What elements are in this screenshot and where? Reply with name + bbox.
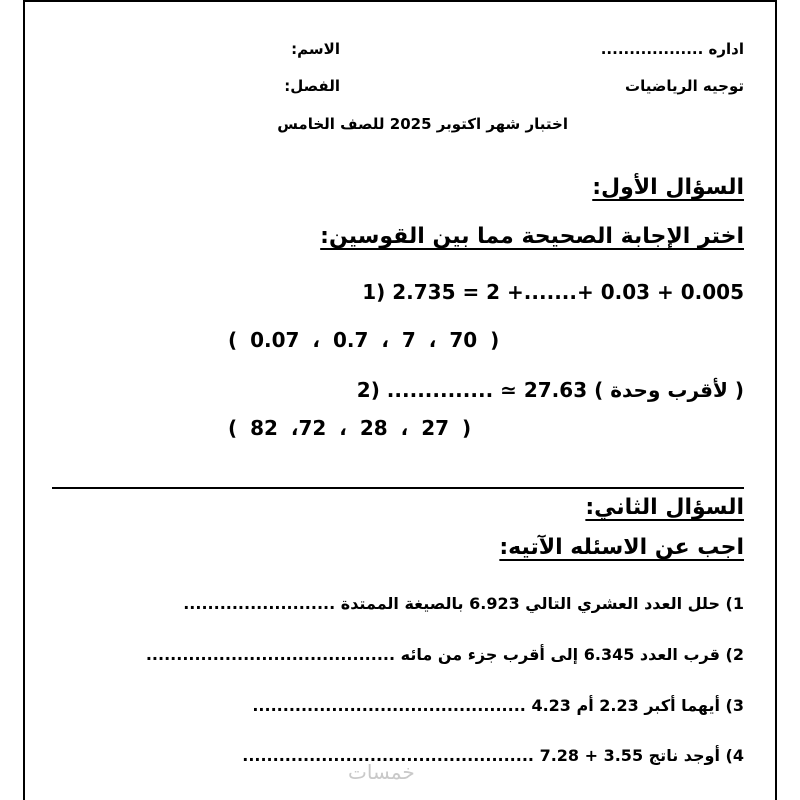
- q2-title: السؤال الثاني:: [585, 495, 744, 520]
- class-label: الفصل:: [284, 77, 340, 95]
- q2-item-2: 2) قرب العدد 6.345 إلى أقرب جزء من مائه .........................................: [145, 645, 744, 664]
- q1-item-1: 1) 2.735 = 2 +.......+ 0.03 + 0.005: [362, 280, 744, 304]
- q2-item-1: 1) حلل العدد العشري التالي 6.923 بالصيغة الممتدة .........................: [183, 594, 744, 613]
- math-department-label: توجيه الرياضيات: [625, 77, 744, 95]
- q1-title: السؤال الأول:: [592, 175, 744, 200]
- q1-item-2: 2) .............. ≃ 27.63 ( لأقرب وحدة ): [356, 378, 744, 402]
- q1-item-1-options: ( 0.07 ، 0.7 ، 7 ، 70 ): [228, 328, 500, 352]
- q2-item-4: 4) أوجد ناتج 3.55 + 7.28 ................................................: [242, 746, 744, 765]
- section-divider: [52, 487, 744, 489]
- q2-item-3: 3) أيهما أكبر 2.23 أم 4.23 .............................................: [252, 696, 744, 715]
- q2-instruction: اجب عن الاسئله الآتيه:: [499, 535, 744, 560]
- admin-label: اداره ..................: [600, 40, 744, 58]
- name-label: الاسم:: [291, 40, 340, 58]
- watermark: خمسات: [348, 760, 415, 784]
- q1-instruction: اختر الإجابة الصحيحة مما بين القوسين:: [320, 224, 744, 249]
- q1-item-2-options: ( 82 ،72 ، 28 ، 27 ): [228, 416, 472, 440]
- exam-title: اختبار شهر اكتوبر 2025 للصف الخامس: [277, 115, 568, 133]
